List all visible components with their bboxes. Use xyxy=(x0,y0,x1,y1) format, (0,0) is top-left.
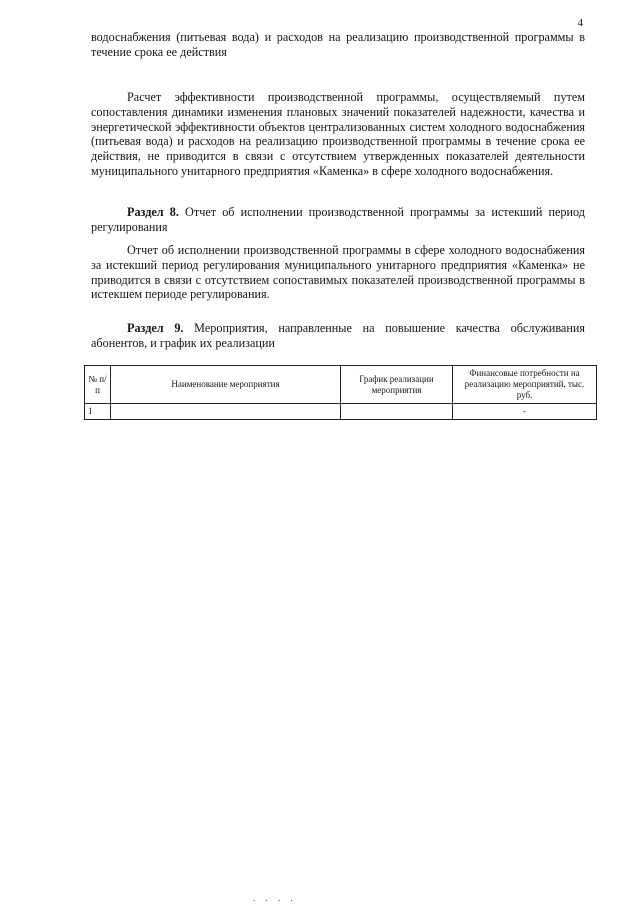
cell-name xyxy=(111,404,341,420)
header-name: Наименование мероприятия xyxy=(111,366,341,404)
table-header-row xyxy=(85,366,597,404)
footer-specks: . . . . xyxy=(253,893,297,903)
section-9-heading xyxy=(91,321,585,351)
events-table xyxy=(84,365,597,420)
section-8-paragraph: Отчет об исполнении производственной программы в сфере холодного водоснабжения за истекший период регулирования муниципального унитарного предприятия «Каменка» не приводится в связи с отсутствием сопоставимых показателей производственной программы в истекшем периоде регулирования. xyxy=(91,243,585,302)
cell-financial: - xyxy=(453,404,597,420)
section-8-label: Раздел 8. xyxy=(127,205,179,219)
header-number: № п/п xyxy=(85,366,111,404)
section-9-label: Раздел 9. xyxy=(127,321,184,335)
page-number: 4 xyxy=(577,17,583,29)
section-9-title: Мероприятия, направленные на повышение качества обслуживания абонентов, и график их реализации xyxy=(91,321,585,350)
cell-schedule xyxy=(341,404,453,420)
intro-paragraph: водоснабжения (питьевая вода) и расходов на реализацию производственной программы в течение срока ее действия xyxy=(91,30,585,59)
efficiency-paragraph: Расчет эффективности производственной программы, осуществляемый путем сопоставления динамики изменения плановых значений показателей надежности, качества и энергетической эффективности объектов централизованных систем холодного водоснабжения (питьевая вода) и расходов на реализацию производственной программы в течение срока ее действия, не приводится в связи с отсутствием утвержденных показателей деятельности муниципального унитарного предприятия «Каменка» в сфере холодного водоснабжения. xyxy=(91,90,585,178)
header-financial: Финансовые потребности на реализацию мероприятий, тыс. руб. xyxy=(453,366,597,404)
section-8-heading xyxy=(91,205,585,235)
cell-number: 1 xyxy=(85,404,111,420)
table-row xyxy=(85,404,597,420)
section-8-title: Отчет об исполнении производственной программы за истекший период регулирования xyxy=(91,205,585,234)
header-schedule: График реализации мероприятия xyxy=(341,366,453,404)
